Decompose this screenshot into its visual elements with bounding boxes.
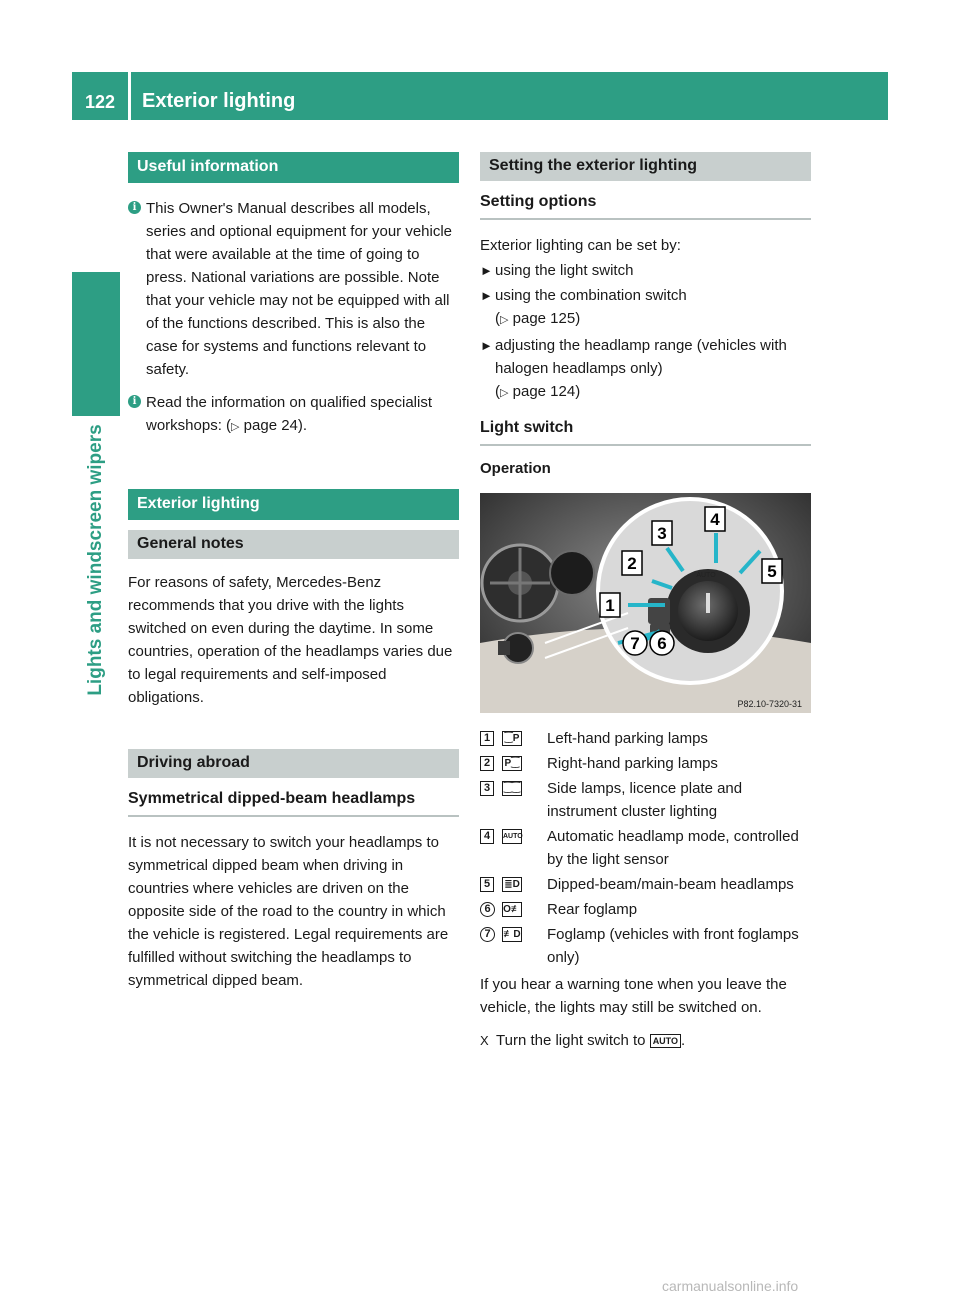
exterior-lighting-heading: Exterior lighting xyxy=(128,489,459,520)
useful-info-heading: Useful information xyxy=(128,152,459,183)
info-icon: i xyxy=(128,395,141,408)
setting-exterior-lighting-heading: Setting the exterior lighting xyxy=(480,152,811,181)
callout-4: 4 xyxy=(710,510,720,529)
legend-item: 3 ⁐⁐ Side lamps, licence plate and instrument cluster lighting xyxy=(480,777,811,823)
callout-3: 3 xyxy=(657,524,667,543)
symmetrical-dipped-beam-heading: Symmetrical dipped-beam headlamps xyxy=(128,790,459,817)
cross-reference-arrow: ▷ xyxy=(500,314,509,326)
list-item: ► using the light switch xyxy=(480,262,634,279)
list-item: ► adjusting the headlamp range (vehicles with halogen headlamps only) (▷ page 124) xyxy=(480,337,787,400)
general-notes-text: For reasons of safety, Mercedes-Benz recommends that you drive with the lights switched on even during the daytime. In some countries, operation of the headlamps varies due to legal requirements and self-imposed obligations. xyxy=(128,574,453,706)
legend-item: 5 ≣D Dipped-beam/main-beam headlamps xyxy=(480,873,811,896)
left-parking-lamp-icon: ⁐P xyxy=(502,731,522,746)
page-link[interactable]: page 124) xyxy=(512,383,581,400)
watermark: carmanualsonline.info xyxy=(662,1278,799,1294)
operation-heading: Operation xyxy=(480,460,551,477)
instruction-step: X Turn the light switch to AUTO . xyxy=(480,1029,811,1052)
right-column xyxy=(480,152,811,1052)
callout-1: 1 xyxy=(605,596,615,615)
page-link[interactable]: page 24). xyxy=(239,417,308,434)
legend-item: 7 ≢D Foglamp (vehicles with front foglamps only) xyxy=(480,923,811,969)
setting-options-heading: Setting options xyxy=(480,193,811,220)
light-switch-illustration xyxy=(480,493,811,713)
page-number: 122 xyxy=(84,92,116,112)
info-paragraph-1: i This Owner's Manual describes all models, series and optional equipment for your vehicle that were available at the time of going to press. National variations are possible. Note that your vehicle may not be equipped with all of the functions described. This is also the case for systems and functions relevant to safety. xyxy=(128,197,459,381)
front-foglamp-icon: ≢D xyxy=(503,929,521,940)
driving-abroad-text: It is not necessary to switch your headlamps to symmetrical dipped beam when driving in countries where vehicles are driven on the opposite side of the road to the country in which the vehicle is registered. Legal requirements are fulfilled without switching the headlamps to symmetrical dipped beam. xyxy=(128,834,449,989)
auto-icon: AUTO xyxy=(650,1034,681,1048)
callout-2: 2 xyxy=(627,554,637,573)
legend-item: 2 P⁐ Right-hand parking lamps xyxy=(480,752,811,775)
info-paragraph-2: i Read the information on qualified specialist workshops: (▷ page 24). xyxy=(128,391,459,439)
auto-headlamp-icon: AUTO xyxy=(502,829,522,844)
driving-abroad-heading: Driving abroad xyxy=(128,749,459,778)
chapter-tab-label: Lights and windscreen wipers xyxy=(85,424,106,696)
dipped-beam-icon: ≣D xyxy=(502,877,522,892)
legend-item: 1 ⁐P Left-hand parking lamps xyxy=(480,727,811,750)
general-notes-heading: General notes xyxy=(128,530,459,559)
page-link[interactable]: page 125) xyxy=(512,310,581,327)
left-column xyxy=(128,152,459,1002)
right-parking-lamp-icon: P⁐ xyxy=(502,756,522,771)
legend-item: 4 AUTO Automatic headlamp mode, controlled by the light sensor xyxy=(480,825,811,871)
cross-reference-arrow: ▷ xyxy=(231,421,240,433)
callout-6: 6 xyxy=(657,634,667,653)
callout-7: 7 xyxy=(630,634,640,653)
list-item: ► using the combination switch (▷ page 125) xyxy=(480,287,687,327)
callout-5: 5 xyxy=(767,562,777,581)
cross-reference-arrow: ▷ xyxy=(500,387,509,399)
legend-item: 6 O≢ Rear foglamp xyxy=(480,898,811,921)
side-lamp-icon: ⁐⁐ xyxy=(503,783,521,794)
light-switch-photo xyxy=(480,493,811,713)
warning-tone-text: If you hear a warning tone when you leave the vehicle, the lights may still be switched on. xyxy=(480,976,787,1016)
light-switch-heading: Light switch xyxy=(480,419,811,446)
page-title: Exterior lighting xyxy=(142,90,296,112)
light-switch-legend xyxy=(480,727,811,969)
photo-code: P82.10-7320-31 xyxy=(737,699,802,709)
rear-foglamp-icon: O≢ xyxy=(503,904,521,915)
info-icon: i xyxy=(128,201,141,214)
svg-text:AUTO: AUTO xyxy=(696,572,716,579)
setting-options-list xyxy=(480,259,811,405)
setting-intro: Exterior lighting can be set by: xyxy=(480,237,681,254)
step-arrow-icon: X xyxy=(480,1033,489,1048)
header-divider xyxy=(128,72,131,120)
chapter-tab-marker xyxy=(72,272,120,416)
